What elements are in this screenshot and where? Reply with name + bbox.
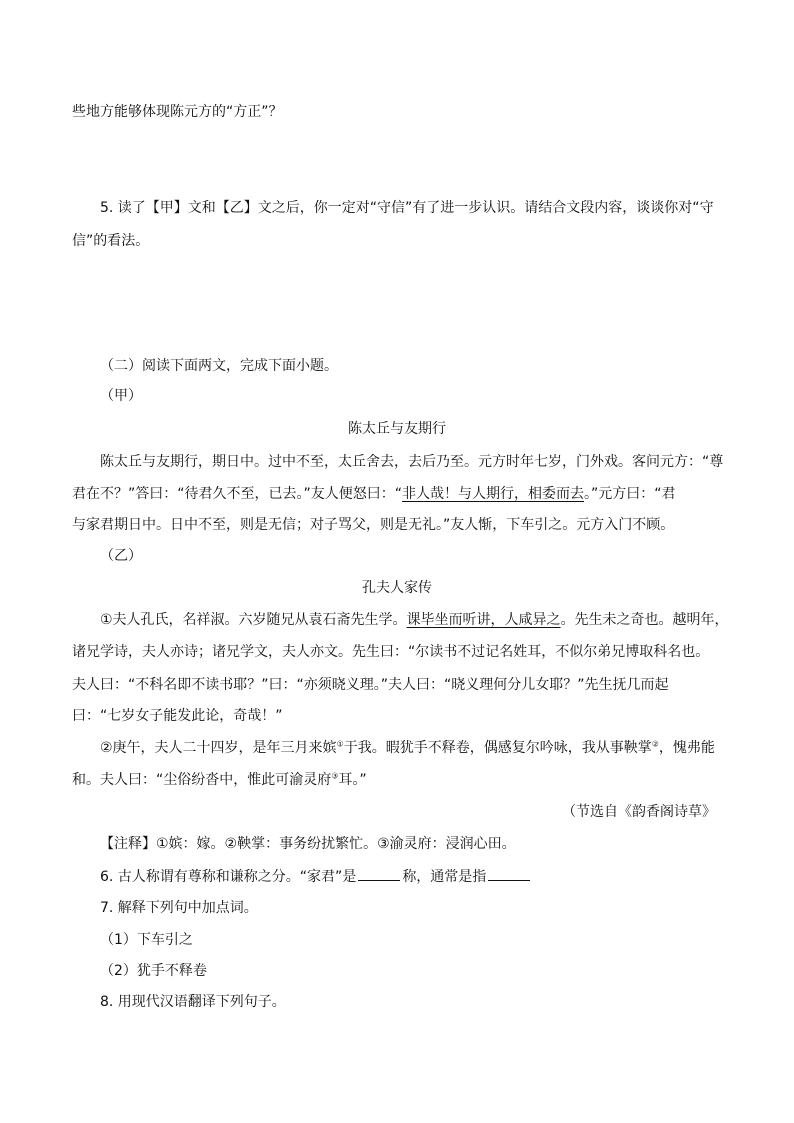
yi-p2-line2-b: 耳。” — [338, 772, 367, 788]
question-5-line2: 信”的看法。 — [72, 233, 150, 249]
footnote-mark-2: ② — [651, 739, 659, 749]
jia-line2 — [72, 484, 676, 504]
jia-line2-pre: 君在不？”答曰：“待君久不至，已去。”友人便怒曰：“ — [72, 486, 403, 502]
jia-line3: 与家君期日中。日中不至，则是无信；对子骂父，则是无礼。”友人惭，下车引之。元方入门不顾。 — [72, 517, 675, 533]
annotation-note: 【注释】①嫔：嫁。②鞅掌：事务纷扰繁忙。③渝灵府：浸润心田。 — [100, 836, 516, 852]
yi-p2-line1-b: 于我。暇犹手不释卷，偶感复尔吟咏，我从事鞅掌 — [343, 740, 652, 756]
yi-p1-line4: 曰：“七岁女子能发此论，奇哉！” — [72, 708, 283, 724]
jia-line1: 陈太丘与友期行，期日中。过中不至，太丘舍去，去后乃至。元方时年七岁，门外戏。客问元方：“尊 — [100, 454, 724, 470]
footnote-mark-1: ① — [336, 739, 344, 749]
yi-p1-line1-pre: ①夫人孔氏，名祥淑。六岁随兄从袁石斋先生学。 — [100, 612, 407, 628]
yi-p1-line1 — [100, 610, 729, 630]
yi-p2-line2 — [72, 770, 367, 790]
yi-underlined-sentence: 课毕坐而听讲，人咸异之 — [406, 612, 561, 628]
yi-title: 孔夫人家传 — [362, 580, 432, 596]
yi-p2-line1 — [100, 738, 715, 758]
question-6-pre: 6. 古人称谓有尊称和谦称之分。“家君”是 — [100, 869, 357, 885]
question-7-stem: 7. 解释下列句中加点词。 — [100, 900, 258, 916]
answer-blank-1[interactable] — [358, 866, 400, 881]
footnote-mark-3: ③ — [331, 771, 339, 781]
yi-p1-line3: 夫人曰：“不科名即不读书耶？”曰：“亦须晓义理。”夫人曰：“晓义理何分儿女耶？”先生抚几而起 — [72, 677, 669, 693]
question-5-line1: 5. 读了【甲】文和【乙】文之后，你一定对“守信”有了进一步认识。请结合文段内容，谈谈你对“守 — [100, 200, 714, 216]
question-6-mid: 称，通常是指 — [402, 869, 487, 885]
question-8: 8. 用现代汉语翻译下列句子。 — [100, 994, 286, 1010]
yi-p2-line1-a: ②庚午，夫人二十四岁，是年三月来嫔 — [100, 740, 337, 756]
yi-p1-line2: 诸兄学诗，夫人亦诗；诸兄学文，夫人亦文。先生曰：“尔读书不过记名姓耳，不似尔弟兄博取科名也。 — [72, 644, 710, 660]
yi-p1-line1-post: 。先生未之奇也。越明年， — [560, 612, 729, 628]
question-7-item1: （1）下车引之 — [100, 932, 193, 948]
answer-blank-2[interactable] — [488, 866, 530, 881]
jia-underlined-sentence: 非人哉！与人期行，相委而去 — [402, 486, 585, 502]
jia-title: 陈太丘与友期行 — [348, 421, 446, 437]
question-4-continuation: 些地方能够体现陈元方的“方正”？ — [72, 104, 283, 120]
section-header: （二）阅读下面两文，完成下面小题。 — [100, 358, 338, 374]
yi-p2-line1-c: ，愧弗能 — [658, 740, 715, 756]
question-6 — [100, 866, 532, 887]
jia-label: （甲） — [100, 388, 142, 404]
yi-p2-line2-a: 和。夫人曰：“尘俗纷沓中，惟此可渝灵府 — [72, 772, 332, 788]
question-7-item2: （2）犹手不释卷 — [100, 963, 207, 979]
source-citation: （节选自《韵香阁诗草》 — [562, 804, 716, 820]
yi-label: （乙） — [100, 548, 142, 564]
jia-line2-post: 。”元方曰：“君 — [584, 486, 676, 502]
